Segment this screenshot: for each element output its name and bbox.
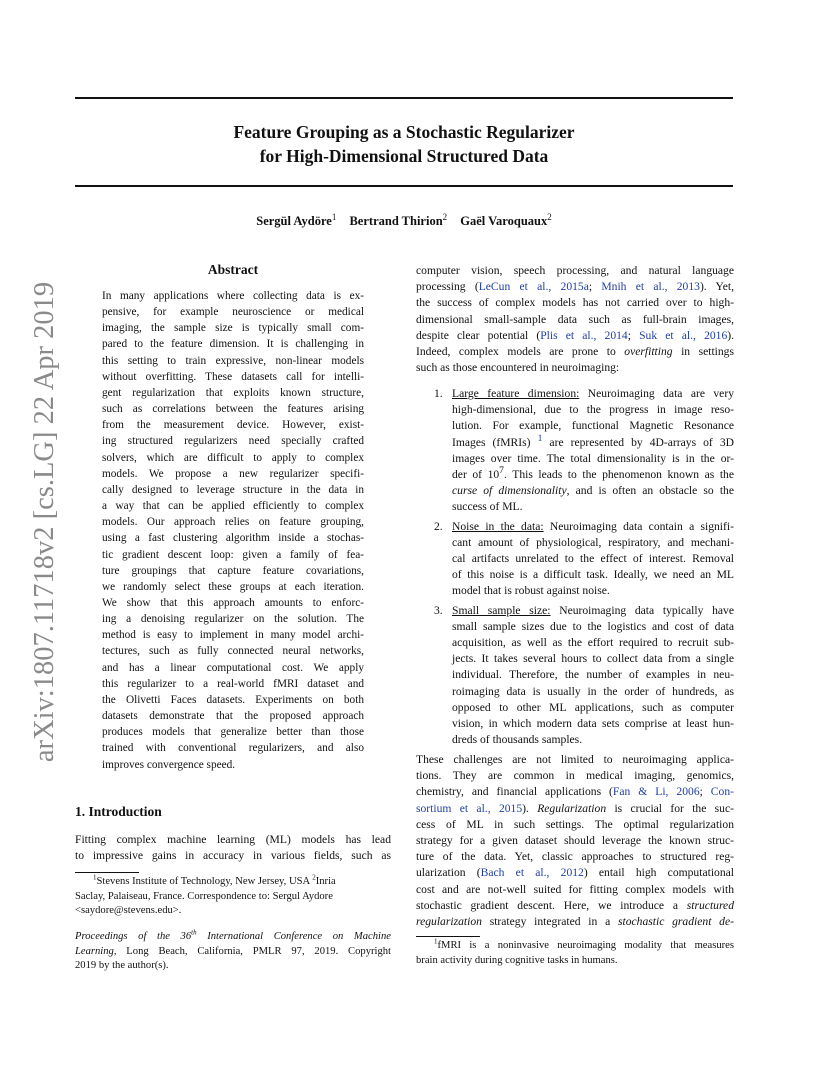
- text-line: the success of complex models has not carried over to high-: [416, 296, 734, 310]
- list-term: Large feature dimension:: [452, 387, 580, 400]
- proceedings-text: International Conference on Machine: [196, 931, 391, 942]
- footnote-text: fMRI is a noninvasive neuroimaging modality that measures: [437, 940, 734, 951]
- abstract-line: a way that can be applied efficiently to complex: [102, 500, 364, 513]
- list-number: 3.: [434, 603, 443, 617]
- text-line: strategy for a given dataset should leverage the known struc-: [416, 834, 734, 848]
- citation-link[interactable]: LeCun et al., 2015a: [478, 280, 589, 294]
- author-affiliation: 1: [331, 211, 337, 222]
- list-item: 1. Large feature dimension: Neuroimaging data are very high-dimensional, due to the progress in image reso- lution. For example, functional Magnetic Resonance Images (fMRIs) $^1$ are represented by 4D-arrays of 3D images over time. The total dimensionality is in the or- der of $10^7$. This leads to the phenomenon known as the curse of dimensionality, and is often an obstacle so the success of ML.: [434, 387, 734, 514]
- footnote-mark: 1: [434, 937, 438, 946]
- abstract-line: ing a denoising regularizer on the solution. The: [102, 613, 364, 626]
- text-line: Indeed, complex models are prone to overfitting in settings: [416, 345, 734, 359]
- citation-link[interactable]: sortium et al., 2015: [416, 801, 523, 815]
- text-line: ularization (Bach et al., 2012) entail high computational: [416, 866, 734, 880]
- abstract-line: In many applications where collecting data is ex-: [102, 290, 364, 302]
- list-number: 2.: [434, 519, 443, 533]
- abstract-heading: Abstract: [207, 262, 259, 277]
- abstract-line: tic gradient descent loop: given a family of fea-: [102, 548, 364, 561]
- text-line: ture of the data. Yet, classic approaches to structured reg-: [416, 850, 734, 864]
- proceedings-text: Learning: [75, 945, 114, 957]
- section-heading-introduction: 1. Introduction: [75, 804, 162, 819]
- abstract-line: imaging, the sample size is typically small com-: [102, 322, 364, 335]
- arxiv-stamp: arXiv:1807.11718v2 [cs.LG] 22 Apr 2019: [29, 281, 60, 763]
- challenge-list: [416, 386, 734, 748]
- abstract-line: and has a linear computational cost. We apply: [102, 661, 364, 674]
- title-line-2: for High-Dimensional Structured Data: [259, 146, 549, 166]
- text-line: dimensional small-sample data such as full-brain images,: [416, 312, 734, 326]
- challenges-paragraph: [416, 752, 734, 930]
- list-number: 1.: [434, 387, 443, 400]
- footnote-ref[interactable]: 1: [537, 432, 543, 444]
- text-line: such as those encountered in neuroimaging:: [416, 361, 620, 375]
- text-line: These challenges are not limited to neuroimaging applica-: [416, 753, 734, 766]
- abstract-line: ing structured regularizers need specially crafted: [102, 435, 364, 448]
- abstract-line: such as correlations between the features arising: [102, 403, 364, 416]
- proceedings-sup: th: [191, 928, 197, 937]
- citation-link[interactable]: Suk et al., 2016: [639, 328, 728, 342]
- abstract-line: solvers, which are difficult to apply to complex: [102, 451, 364, 464]
- author-name: Bertrand Thirion: [349, 214, 443, 228]
- citation-link[interactable]: Bach et al., 2012: [480, 866, 584, 880]
- abstract-line: method is easy to implement in many model archi-: [102, 629, 364, 642]
- text-line: cost and are not-well suited for fitting complex models with: [416, 882, 734, 896]
- text-line: tions. They are common in medical imaging, genomics,: [416, 769, 734, 783]
- correspondence-email: <saydore@stevens.edu>.: [75, 905, 182, 917]
- title-bottom-rule: [75, 185, 733, 187]
- list-item: 3. Small sample size: Neuroimaging data typically have small sample sizes due to the logistics and cost of data acquisition, as well as the effort required to recruit sub- jects. It takes several hours to collect data from a single individual. Therefore, the number of examples in neu- roimaging data is usually in the order of hundreds, as opposed to other ML applications, such as computer vision, in which modern data sets comprise at least hun- dreds of thousands samples.: [434, 603, 734, 747]
- footnote-text: Saclay, Palaiseau, France. Correspondence to: Sergul Aydore: [75, 890, 333, 902]
- title-line-1: Feature Grouping as a Stochastic Regularizer: [233, 122, 575, 142]
- footnote-mark: 2: [312, 873, 316, 882]
- intro-line: Fitting complex machine learning (ML) models has lead: [75, 833, 391, 846]
- paper-title: [75, 120, 733, 168]
- abstract-line: produces models that generalize better than those: [102, 726, 364, 739]
- list-term: Noise in the data:: [452, 519, 544, 533]
- abstract-body: [102, 288, 364, 773]
- title-top-rule: [75, 97, 733, 99]
- text-line: despite clear potential (Plis et al., 2014; Suk et al., 2016).: [416, 328, 735, 342]
- author-list: [75, 211, 733, 229]
- footnote-rule-left: [75, 872, 139, 873]
- intro-paragraph-continued: [416, 263, 734, 376]
- abstract-line: the Olivetti Faces datasets. Experiments on both: [102, 693, 364, 706]
- proceedings-note: [75, 930, 391, 974]
- abstract-line: gent regularization that exploits known structure,: [102, 386, 364, 399]
- footnote-rule-right: [416, 936, 480, 937]
- abstract-line: pensive, for example neuroscience or medical: [102, 306, 364, 319]
- proceedings-text: Proceedings of the 36: [75, 931, 192, 942]
- abstract-line: without overfitting. These datasets call for intelli-: [102, 370, 364, 383]
- footnote-text: Stevens Institute of Technology, New Jersey, USA: [96, 876, 313, 887]
- text-line: processing (LeCun et al., 2015a; Mnih et al., 2013). Yet,: [416, 280, 734, 294]
- abstract-line: improves convergence speed.: [102, 758, 236, 771]
- abstract-line: models. Our approach relies on feature grouping,: [102, 516, 364, 529]
- text-line: chemistry, and financial applications (Fan & Li, 2006; Con-: [416, 785, 734, 799]
- fmri-footnote: [416, 939, 734, 968]
- list-item: 2. Noise in the data: Neuroimaging data contain a signifi- cant amount of physiological, respiratory, and mechani- cal artifacts unrelated to the effect of interest. Removal of this noise is a difficult task. Ideally, we need an ML model that is robust against noise.: [434, 519, 734, 598]
- abstract-line: using a fast clustering algorithm inside a stochas-: [102, 532, 364, 545]
- author-name: Gaël Varoquaux: [460, 214, 548, 228]
- abstract-line: cally designed to leverage structure in the data in: [102, 483, 364, 496]
- list-term: Small sample size:: [452, 603, 551, 617]
- author-name: Sergül Aydöre: [256, 214, 332, 228]
- abstract-line: pared to the feature dimension. It is challenging in: [102, 338, 364, 351]
- abstract-line: this regularizer to a real-world fMRI dataset and: [102, 677, 364, 690]
- citation-link[interactable]: Fan & Li, 2006: [612, 785, 700, 799]
- abstract-line: models. We propose a new regularizer specifi-: [102, 467, 364, 480]
- footnote-text: brain activity during cognitive tasks in humans.: [416, 954, 618, 966]
- abstract-line: from the measurement device. However, exist-: [102, 419, 364, 432]
- abstract-line: this setting to train expressive, non-linear models: [102, 354, 364, 367]
- text-line: computer vision, speech processing, and natural language: [416, 264, 734, 277]
- affiliation-footnote: [75, 875, 391, 919]
- abstract-line: tectures, such as fully connected neural networks,: [102, 645, 364, 658]
- abstract-line: datasets demonstrate that the proposed approach: [102, 710, 364, 723]
- citation-link[interactable]: Mnih et al., 2013: [601, 280, 700, 294]
- abstract-line: We show that this approach amounts to enforc-: [102, 596, 364, 609]
- author-affiliation: 2: [547, 211, 552, 222]
- footnote-mark: 1: [93, 873, 97, 882]
- abstract-line: ture groupings that capture feature covariations,: [102, 564, 364, 577]
- abstract-line: trained with conventional regularizers, and also: [102, 742, 364, 755]
- text-line: cess of ML in such settings. The optimal regularization: [416, 817, 734, 831]
- footnote-text: Inria: [315, 876, 336, 887]
- text-line: regularization strategy integrated in a stochastic gradient de-: [416, 915, 734, 929]
- intro-line: to impressive gains in accuracy in various fields, such as: [75, 849, 391, 863]
- text-line: stochastic gradient descent. Here, we introduce a structured: [416, 898, 734, 912]
- text-line: sortium et al., 2015). Regularization is crucial for the suc-: [416, 801, 734, 815]
- abstract-line: we randomly select these groups at each iteration.: [102, 580, 364, 593]
- citation-link[interactable]: Plis et al., 2014: [540, 328, 628, 342]
- intro-paragraph: [75, 832, 391, 864]
- proceedings-text: , Long Beach, California, PMLR 97, 2019. Copyright: [113, 945, 391, 957]
- citation-link[interactable]: Con-: [710, 785, 734, 799]
- author-affiliation: 2: [442, 211, 448, 222]
- proceedings-text: 2019 by the author(s).: [75, 960, 169, 972]
